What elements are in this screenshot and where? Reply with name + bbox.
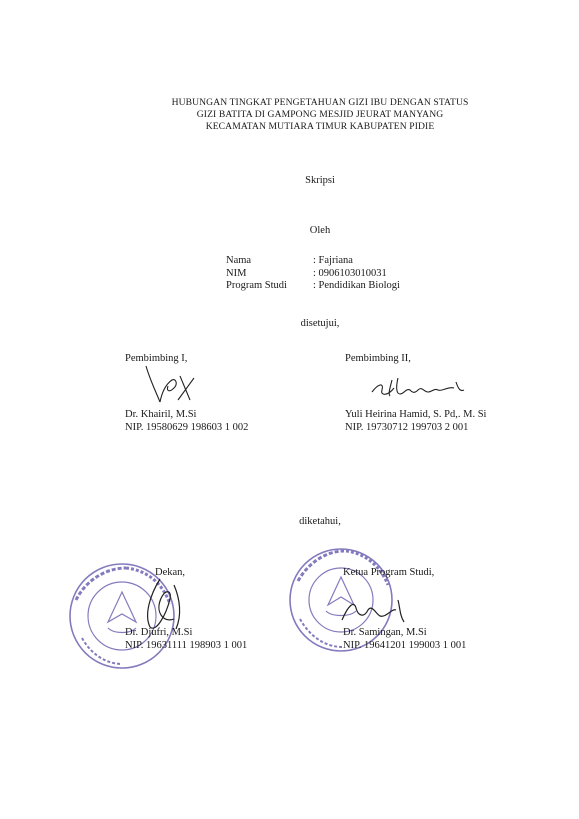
known-label: diketahui, [299, 516, 341, 527]
head-name: Dr. Samingan, M.Si [343, 627, 427, 638]
nim-value: : 0906103010031 [313, 267, 387, 279]
advisor1-role: Pembimbing I, [125, 353, 188, 364]
dean-role: Dekan, [155, 567, 186, 578]
title-line-1: HUBUNGAN TINGKAT PENGETAHUAN GIZI IBU DENGAN STATUS [171, 97, 469, 108]
head-nip: NIP. 19641201 199003 1 001 [343, 640, 467, 651]
program-label: Program Studi [226, 280, 287, 291]
program-value: : Pendidikan Biologi [313, 280, 400, 291]
advisor2-role: Pembimbing II, [345, 353, 411, 364]
title-line-3: KECAMATAN MUTIARA TIMUR KABUPATEN PIDIE [205, 121, 435, 132]
nim-label: NIM [226, 267, 247, 279]
identity-row-name [226, 255, 400, 268]
dean-name: Dr. Djufri, M.Si [125, 627, 193, 638]
thesis-title [120, 97, 520, 133]
document-type: Skripsi [305, 175, 335, 186]
approved-label: disetujui, [300, 318, 340, 329]
identity-row-nim [226, 268, 400, 281]
dean-nip: NIP. 19631111 198903 1 001 [125, 640, 248, 651]
identity-row-program [226, 280, 400, 293]
title-line-2: GIZI BATITA DI GAMPONG MESJID JEURAT MANYANG [196, 109, 444, 120]
head-signature [338, 596, 408, 626]
head-role: Ketua Program Studi, [343, 567, 435, 578]
advisor1-nip: NIP. 19580629 198603 1 002 [125, 422, 249, 433]
advisor1-name: Dr. Khairil, M.Si [125, 409, 197, 420]
advisor1-signature [138, 362, 198, 407]
name-label: Nama [226, 255, 252, 266]
by-label: Oleh [309, 225, 331, 236]
advisor2-signature [368, 374, 468, 402]
name-value: : Fajriana [313, 255, 353, 266]
student-identity [226, 255, 400, 293]
advisor2-name: Yuli Heirina Hamid, S. Pd,. M. Si [345, 409, 487, 420]
advisor2-nip: NIP. 19730712 199703 2 001 [345, 422, 469, 433]
